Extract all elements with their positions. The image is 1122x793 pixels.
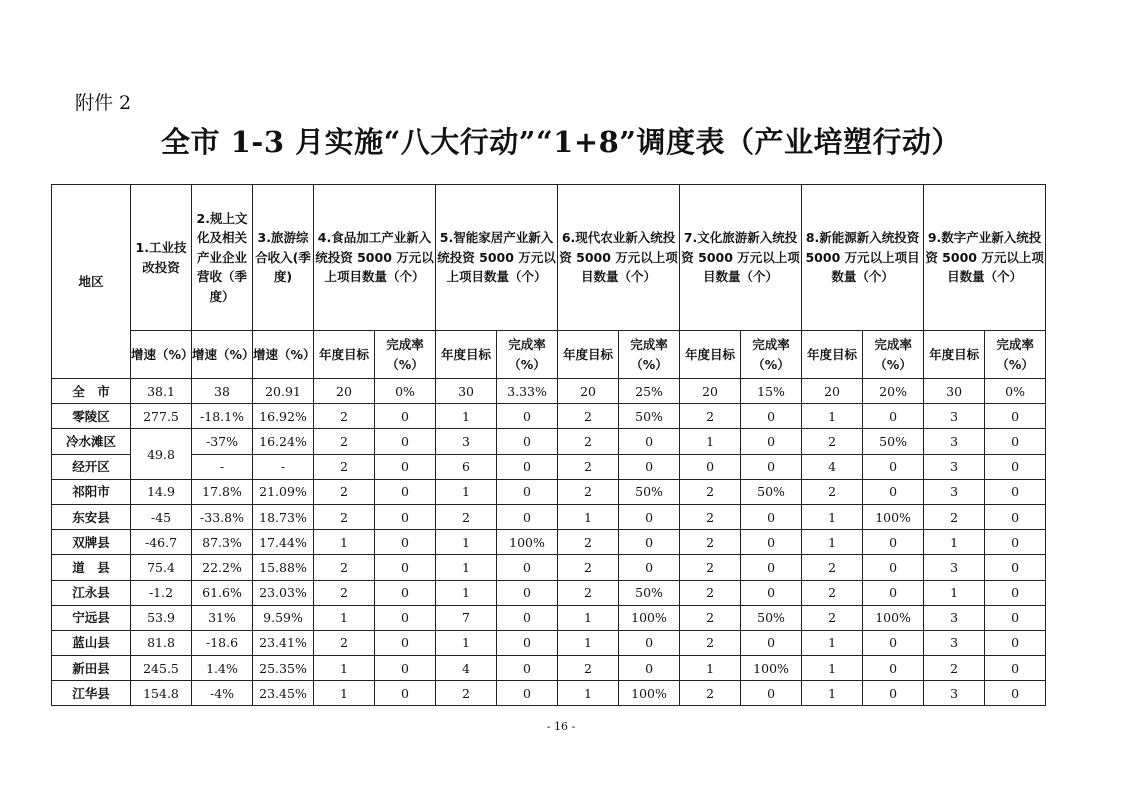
- header-col1: 1.工业技改投资: [131, 185, 192, 331]
- annual-target-cell: 1: [802, 681, 863, 706]
- culture-revenue-growth-cell: -18.6: [192, 630, 253, 655]
- tourism-income-growth-cell: 9.59%: [253, 605, 314, 630]
- annual-target-cell: 2: [558, 404, 619, 429]
- table-row: [52, 504, 1046, 529]
- annual-target-cell: 2: [680, 404, 741, 429]
- annual-target-cell: 2: [436, 504, 497, 529]
- completion-rate-cell: 0: [985, 530, 1046, 555]
- completion-rate-cell: 0: [619, 530, 680, 555]
- region-cell: 祁阳市: [52, 479, 131, 504]
- table-row: [52, 555, 1046, 580]
- page-title: 全市 1-3 月实施“八大行动”“1+8”调度表（产业培塑行动）: [161, 125, 961, 159]
- completion-rate-cell: 0: [985, 630, 1046, 655]
- completion-rate-cell: 0%: [985, 379, 1046, 404]
- annual-target-cell: 2: [436, 681, 497, 706]
- completion-rate-cell: 0: [863, 479, 924, 504]
- table-row: [52, 404, 1046, 429]
- annual-target-cell: 2: [558, 479, 619, 504]
- annual-target-cell: 20: [314, 379, 375, 404]
- tourism-income-growth-cell: 23.03%: [253, 580, 314, 605]
- completion-rate-cell: 0: [497, 656, 558, 681]
- completion-rate-cell: 0: [375, 479, 436, 504]
- subheader-rate: 完成率（%）: [497, 331, 558, 379]
- completion-rate-cell: 0: [863, 404, 924, 429]
- annual-target-cell: 7: [436, 605, 497, 630]
- completion-rate-cell: 0: [619, 656, 680, 681]
- annual-target-cell: 1: [436, 530, 497, 555]
- table-header: [52, 185, 1046, 379]
- completion-rate-cell: 0: [863, 555, 924, 580]
- culture-revenue-growth-cell: 22.2%: [192, 555, 253, 580]
- completion-rate-cell: 0: [985, 656, 1046, 681]
- culture-revenue-growth-cell: -4%: [192, 681, 253, 706]
- region-cell: 东安县: [52, 504, 131, 529]
- annual-target-cell: 1: [314, 530, 375, 555]
- industrial-investment-growth-cell: 154.8: [131, 681, 192, 706]
- table-row: [52, 605, 1046, 630]
- annual-target-cell: 2: [314, 404, 375, 429]
- subheader-target: 年度目标: [680, 331, 741, 379]
- region-cell: 全 市: [52, 379, 131, 404]
- completion-rate-cell: 0: [375, 555, 436, 580]
- annual-target-cell: 2: [924, 504, 985, 529]
- annual-target-cell: 1: [558, 630, 619, 655]
- completion-rate-cell: 0: [985, 429, 1046, 454]
- annual-target-cell: 2: [680, 555, 741, 580]
- region-cell: 冷水滩区: [52, 429, 131, 454]
- completion-rate-cell: 0: [985, 404, 1046, 429]
- annual-target-cell: 1: [436, 580, 497, 605]
- completion-rate-cell: 0: [863, 630, 924, 655]
- annual-target-cell: 3: [924, 630, 985, 655]
- industrial-investment-growth-cell: 277.5: [131, 404, 192, 429]
- subheader-rate: 完成率（%）: [741, 331, 802, 379]
- culture-revenue-growth-cell: 87.3%: [192, 530, 253, 555]
- industrial-investment-growth-cell: 245.5: [131, 656, 192, 681]
- annual-target-cell: 4: [802, 454, 863, 479]
- completion-rate-cell: 0: [619, 504, 680, 529]
- completion-rate-cell: 0: [497, 479, 558, 504]
- table-body: [52, 379, 1046, 706]
- annual-target-cell: 1: [802, 656, 863, 681]
- subheader-target: 年度目标: [436, 331, 497, 379]
- annual-target-cell: 3: [924, 681, 985, 706]
- header-col8: 8.新能源新入统投资 5000 万元以上项目数量（个）: [802, 185, 924, 331]
- tourism-income-growth-cell: 17.44%: [253, 530, 314, 555]
- table-row: [52, 379, 1046, 404]
- completion-rate-cell: 0: [741, 630, 802, 655]
- annual-target-cell: 2: [680, 479, 741, 504]
- completion-rate-cell: 0: [741, 504, 802, 529]
- completion-rate-cell: 0: [497, 429, 558, 454]
- completion-rate-cell: 15%: [741, 379, 802, 404]
- region-cell: 宁远县: [52, 605, 131, 630]
- completion-rate-cell: 50%: [619, 580, 680, 605]
- subheader-rate: 完成率（%）: [619, 331, 680, 379]
- completion-rate-cell: 100%: [863, 605, 924, 630]
- annual-target-cell: 2: [924, 656, 985, 681]
- annual-target-cell: 2: [802, 429, 863, 454]
- annual-target-cell: 3: [924, 404, 985, 429]
- annual-target-cell: 2: [558, 530, 619, 555]
- subheader-rate: 完成率（%）: [985, 331, 1046, 379]
- table-row: [52, 479, 1046, 504]
- header-col9: 9.数字产业新入统投资 5000 万元以上项目数量（个）: [924, 185, 1046, 331]
- page-number: - 16 -: [546, 720, 576, 733]
- annual-target-cell: 3: [924, 555, 985, 580]
- completion-rate-cell: 0: [863, 580, 924, 605]
- dispatch-table: [51, 184, 1046, 706]
- annual-target-cell: 2: [802, 605, 863, 630]
- annual-target-cell: 2: [802, 555, 863, 580]
- annual-target-cell: 1: [558, 681, 619, 706]
- annual-target-cell: 4: [436, 656, 497, 681]
- completion-rate-cell: 0: [985, 454, 1046, 479]
- completion-rate-cell: 0: [375, 605, 436, 630]
- completion-rate-cell: 0: [741, 681, 802, 706]
- annual-target-cell: 2: [680, 580, 741, 605]
- table-row: [52, 656, 1046, 681]
- completion-rate-cell: 20%: [863, 379, 924, 404]
- tourism-income-growth-cell: -: [253, 454, 314, 479]
- subheader-target: 年度目标: [802, 331, 863, 379]
- annual-target-cell: 3: [924, 429, 985, 454]
- industrial-investment-growth-cell: 81.8: [131, 630, 192, 655]
- completion-rate-cell: 25%: [619, 379, 680, 404]
- industrial-investment-growth-cell: -45: [131, 504, 192, 529]
- header-region: 地区: [52, 185, 131, 379]
- region-cell: 蓝山县: [52, 630, 131, 655]
- table-row: [52, 530, 1046, 555]
- completion-rate-cell: 0: [375, 630, 436, 655]
- completion-rate-cell: 100%: [497, 530, 558, 555]
- annual-target-cell: 1: [802, 630, 863, 655]
- annual-target-cell: 2: [680, 630, 741, 655]
- completion-rate-cell: 0: [619, 454, 680, 479]
- header-col5: 5.智能家居产业新入统投资 5000 万元以上项目数量（个）: [436, 185, 558, 331]
- completion-rate-cell: 0: [619, 429, 680, 454]
- completion-rate-cell: 0: [985, 580, 1046, 605]
- header-col4: 4.食品加工产业新入统投资 5000 万元以上项目数量（个）: [314, 185, 436, 331]
- completion-rate-cell: 0: [619, 630, 680, 655]
- completion-rate-cell: 0: [375, 530, 436, 555]
- annual-target-cell: 6: [436, 454, 497, 479]
- annual-target-cell: 20: [680, 379, 741, 404]
- annual-target-cell: 2: [802, 479, 863, 504]
- annual-target-cell: 20: [802, 379, 863, 404]
- completion-rate-cell: 0: [375, 656, 436, 681]
- completion-rate-cell: 50%: [619, 479, 680, 504]
- completion-rate-cell: 0: [741, 580, 802, 605]
- annual-target-cell: 2: [314, 630, 375, 655]
- annual-target-cell: 1: [924, 580, 985, 605]
- completion-rate-cell: 0%: [375, 379, 436, 404]
- completion-rate-cell: 0: [497, 504, 558, 529]
- annual-target-cell: 2: [314, 504, 375, 529]
- tourism-income-growth-cell: 25.35%: [253, 656, 314, 681]
- subheader-target: 年度目标: [314, 331, 375, 379]
- completion-rate-cell: 50%: [863, 429, 924, 454]
- completion-rate-cell: 0: [375, 580, 436, 605]
- tourism-income-growth-cell: 20.91: [253, 379, 314, 404]
- annual-target-cell: 1: [558, 504, 619, 529]
- region-cell: 新田县: [52, 656, 131, 681]
- completion-rate-cell: 50%: [741, 605, 802, 630]
- completion-rate-cell: 0: [497, 555, 558, 580]
- region-cell: 江华县: [52, 681, 131, 706]
- annual-target-cell: 2: [680, 530, 741, 555]
- completion-rate-cell: 0: [497, 630, 558, 655]
- completion-rate-cell: 0: [741, 404, 802, 429]
- annual-target-cell: 1: [802, 530, 863, 555]
- tourism-income-growth-cell: 15.88%: [253, 555, 314, 580]
- completion-rate-cell: 0: [497, 454, 558, 479]
- completion-rate-cell: 100%: [863, 504, 924, 529]
- completion-rate-cell: 100%: [619, 681, 680, 706]
- annual-target-cell: 2: [558, 656, 619, 681]
- industrial-investment-growth-cell: 38.1: [131, 379, 192, 404]
- industrial-investment-growth-cell: -46.7: [131, 530, 192, 555]
- completion-rate-cell: 0: [985, 555, 1046, 580]
- header-col6: 6.现代农业新入统投资 5000 万元以上项目数量（个）: [558, 185, 680, 331]
- tourism-income-growth-cell: 23.41%: [253, 630, 314, 655]
- annual-target-cell: 1: [436, 630, 497, 655]
- annual-target-cell: 2: [314, 429, 375, 454]
- annual-target-cell: 2: [802, 580, 863, 605]
- annual-target-cell: 2: [558, 454, 619, 479]
- annual-target-cell: 1: [436, 404, 497, 429]
- completion-rate-cell: 0: [497, 605, 558, 630]
- completion-rate-cell: 100%: [619, 605, 680, 630]
- completion-rate-cell: 0: [741, 429, 802, 454]
- completion-rate-cell: 0: [619, 555, 680, 580]
- completion-rate-cell: 0: [375, 681, 436, 706]
- completion-rate-cell: 0: [863, 681, 924, 706]
- completion-rate-cell: 0: [375, 404, 436, 429]
- subheader-target: 年度目标: [558, 331, 619, 379]
- table-row: [52, 580, 1046, 605]
- completion-rate-cell: 3.33%: [497, 379, 558, 404]
- industrial-investment-growth-cell: 14.9: [131, 479, 192, 504]
- annual-target-cell: 2: [314, 479, 375, 504]
- subheader-rate: 完成率（%）: [863, 331, 924, 379]
- header-col2: 2.规上文化及相关产业企业营收（季度）: [192, 185, 253, 331]
- table-row: [52, 681, 1046, 706]
- annual-target-cell: 2: [314, 580, 375, 605]
- completion-rate-cell: 0: [985, 479, 1046, 504]
- annual-target-cell: 3: [924, 479, 985, 504]
- annual-target-cell: 1: [436, 555, 497, 580]
- annual-target-cell: 30: [924, 379, 985, 404]
- annual-target-cell: 3: [436, 429, 497, 454]
- completion-rate-cell: 0: [741, 530, 802, 555]
- annual-target-cell: 2: [680, 504, 741, 529]
- culture-revenue-growth-cell: -: [192, 454, 253, 479]
- region-cell: 经开区: [52, 454, 131, 479]
- tourism-income-growth-cell: 16.92%: [253, 404, 314, 429]
- region-cell: 江永县: [52, 580, 131, 605]
- completion-rate-cell: 0: [375, 429, 436, 454]
- table-row: [52, 429, 1046, 454]
- annual-target-cell: 1: [924, 530, 985, 555]
- annual-target-cell: 1: [314, 681, 375, 706]
- region-cell: 零陵区: [52, 404, 131, 429]
- annual-target-cell: 2: [314, 555, 375, 580]
- annual-target-cell: 1: [314, 605, 375, 630]
- subheader-rate: 完成率（%）: [375, 331, 436, 379]
- completion-rate-cell: 0: [497, 681, 558, 706]
- tourism-income-growth-cell: 23.45%: [253, 681, 314, 706]
- tourism-income-growth-cell: 18.73%: [253, 504, 314, 529]
- header-col3: 3.旅游综合收入(季度): [253, 185, 314, 331]
- industrial-investment-growth-cell: 49.8: [131, 429, 192, 479]
- table-row: [52, 454, 1046, 479]
- culture-revenue-growth-cell: -37%: [192, 429, 253, 454]
- completion-rate-cell: 0: [863, 656, 924, 681]
- annual-target-cell: 30: [436, 379, 497, 404]
- annual-target-cell: 3: [924, 605, 985, 630]
- completion-rate-cell: 0: [741, 555, 802, 580]
- culture-revenue-growth-cell: -18.1%: [192, 404, 253, 429]
- annual-target-cell: 2: [680, 605, 741, 630]
- annual-target-cell: 1: [680, 656, 741, 681]
- culture-revenue-growth-cell: 61.6%: [192, 580, 253, 605]
- culture-revenue-growth-cell: -33.8%: [192, 504, 253, 529]
- annual-target-cell: 2: [558, 580, 619, 605]
- table-row: [52, 630, 1046, 655]
- annual-target-cell: 2: [558, 429, 619, 454]
- annual-target-cell: 2: [680, 681, 741, 706]
- tourism-income-growth-cell: 21.09%: [253, 479, 314, 504]
- completion-rate-cell: 0: [985, 605, 1046, 630]
- region-cell: 道 县: [52, 555, 131, 580]
- annual-target-cell: 1: [314, 656, 375, 681]
- completion-rate-cell: 0: [741, 454, 802, 479]
- subheader-target: 年度目标: [924, 331, 985, 379]
- completion-rate-cell: 0: [375, 504, 436, 529]
- completion-rate-cell: 50%: [741, 479, 802, 504]
- annual-target-cell: 20: [558, 379, 619, 404]
- annual-target-cell: 3: [924, 454, 985, 479]
- region-cell: 双牌县: [52, 530, 131, 555]
- header-col7: 7.文化旅游新入统投资 5000 万元以上项目数量（个）: [680, 185, 802, 331]
- annual-target-cell: 1: [558, 605, 619, 630]
- annual-target-cell: 1: [436, 479, 497, 504]
- annual-target-cell: 2: [558, 555, 619, 580]
- industrial-investment-growth-cell: 75.4: [131, 555, 192, 580]
- completion-rate-cell: 0: [985, 504, 1046, 529]
- completion-rate-cell: 100%: [741, 656, 802, 681]
- subheader-growth: 增速（%）: [253, 331, 314, 379]
- subheader-growth: 增速（%）: [192, 331, 253, 379]
- completion-rate-cell: 0: [497, 580, 558, 605]
- annual-target-cell: 1: [680, 429, 741, 454]
- completion-rate-cell: 0: [985, 681, 1046, 706]
- annual-target-cell: 1: [802, 504, 863, 529]
- annual-target-cell: 2: [314, 454, 375, 479]
- culture-revenue-growth-cell: 17.8%: [192, 479, 253, 504]
- annual-target-cell: 0: [680, 454, 741, 479]
- culture-revenue-growth-cell: 38: [192, 379, 253, 404]
- tourism-income-growth-cell: 16.24%: [253, 429, 314, 454]
- subheader-growth: 增速（%）: [131, 331, 192, 379]
- attachment-label: 附件 2: [75, 92, 132, 114]
- completion-rate-cell: 0: [375, 454, 436, 479]
- completion-rate-cell: 0: [863, 454, 924, 479]
- industrial-investment-growth-cell: -1.2: [131, 580, 192, 605]
- completion-rate-cell: 0: [497, 404, 558, 429]
- completion-rate-cell: 0: [863, 530, 924, 555]
- annual-target-cell: 1: [802, 404, 863, 429]
- culture-revenue-growth-cell: 31%: [192, 605, 253, 630]
- industrial-investment-growth-cell: 53.9: [131, 605, 192, 630]
- completion-rate-cell: 50%: [619, 404, 680, 429]
- culture-revenue-growth-cell: 1.4%: [192, 656, 253, 681]
